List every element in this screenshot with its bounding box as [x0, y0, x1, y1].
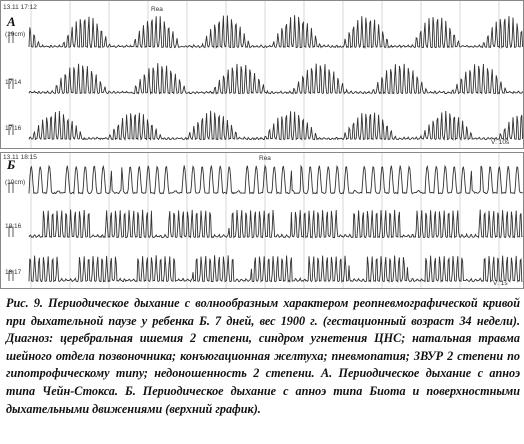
trace-time-b-2: 18:16 [5, 223, 22, 230]
respiration-chart-a [1, 1, 524, 149]
trace-time-a-3: 17:16 [5, 125, 22, 132]
panel-b-respiration-trace [0, 152, 524, 289]
respiration-trace-line [29, 255, 523, 281]
scale-note-b: V: 1s [493, 280, 508, 287]
scale-note-a: V: 10s [491, 139, 510, 146]
figure-caption: Рис. 9. Периодическое дыхание с волнообразным характером реопневмографической кривой при дыхательной паузе у ребенка Б. 7 дней, вес 1900 г. (гестационный возраст 34 недели). Диагноз: церебральная ишемия 2 степени, синдром угнетения ЦНС; натальная травма шейного отдела позвоночника; конъюгационная желтуха; пневмопатия; ЗВУР 2 степени по гипотрофическому типу; недоношенность 2 степени. А. Периодическое дыхание с апноэ типа Чейн-Стокса. Б. Периодическое дыхание с апноэ типа Биота и поверхностными дыхательными движениями (верхний график). [6, 296, 520, 416]
respiration-trace-line [29, 166, 523, 194]
respiration-trace-line [29, 15, 523, 47]
panel-label-a: А [7, 14, 16, 29]
vertical-scale-b: (10cm) [5, 179, 26, 186]
marker-b: Rea [259, 155, 271, 162]
respiration-chart-b [1, 153, 524, 289]
respiration-trace-line [29, 111, 523, 140]
respiration-trace-line [29, 63, 523, 94]
header-time-a: 13.11 17:12 [3, 4, 37, 11]
panel-a-respiration-trace [0, 0, 524, 149]
vertical-scale-a: (10cm) [5, 31, 26, 38]
trace-time-b-3: 18:17 [5, 269, 22, 276]
respiration-trace-line [29, 210, 523, 238]
header-time-b: 13.11 18:15 [3, 154, 37, 161]
trace-time-a-2: 17:14 [5, 79, 22, 86]
panel-label-b: Б [7, 157, 16, 172]
marker-a: Rea [151, 6, 163, 13]
